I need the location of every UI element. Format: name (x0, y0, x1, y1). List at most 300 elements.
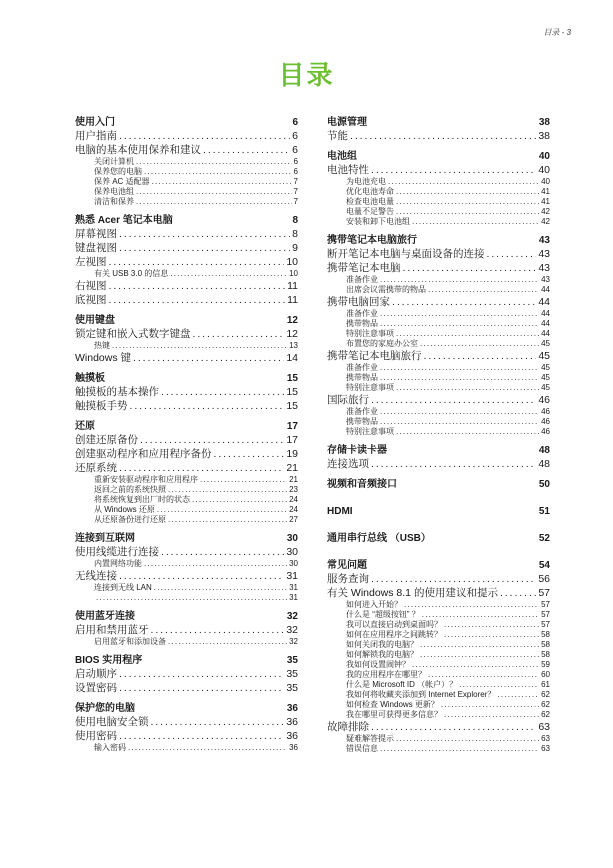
toc-heading[interactable] (75, 372, 298, 385)
toc-subentry[interactable] (327, 734, 550, 744)
toc-heading[interactable] (75, 420, 298, 433)
toc-page-number: 30 (289, 559, 298, 568)
toc-heading[interactable] (75, 610, 298, 623)
toc-subentry[interactable] (75, 515, 298, 525)
toc-entry-title: 准备作业 (346, 407, 378, 416)
toc-page-number: 30 (286, 533, 298, 544)
toc-entry[interactable] (75, 143, 298, 157)
dot-leader (200, 475, 287, 485)
toc-heading[interactable] (75, 702, 298, 715)
toc-page-number: 57 (541, 600, 550, 609)
dot-leader (109, 293, 286, 307)
toc-entry-title: 布置您的家庭办公室 (346, 339, 418, 348)
dot-leader (424, 349, 537, 363)
toc-page-number: 17 (286, 421, 298, 432)
toc-entry[interactable] (75, 399, 298, 413)
toc-entry[interactable] (75, 545, 298, 559)
toc-heading[interactable] (75, 314, 298, 327)
toc-page-number: 48 (538, 458, 550, 470)
toc-subentry[interactable] (75, 559, 298, 569)
toc-entry-title: 创建还原备份 (75, 434, 138, 446)
toc-page-number: 6 (292, 144, 298, 156)
dot-leader (459, 680, 539, 690)
toc-subentry[interactable] (75, 197, 298, 207)
toc-subentry[interactable] (75, 269, 298, 279)
toc-subentry[interactable] (327, 744, 550, 754)
toc-subentry[interactable] (75, 593, 298, 603)
toc-entry-title: 使用密码 (75, 730, 117, 742)
toc-section (75, 420, 298, 525)
dot-leader (161, 385, 284, 399)
toc-entry-title: 什么是 “超级按钮” ？ (346, 610, 420, 619)
toc-heading[interactable] (75, 116, 298, 129)
toc-page-number: 48 (538, 445, 550, 456)
toc-page-number: 24 (289, 505, 298, 514)
toc-page-number: 40 (538, 164, 550, 176)
toc-subentry[interactable] (327, 407, 550, 417)
toc-subentry[interactable] (75, 505, 298, 515)
toc-entry-title: 如何在应用程序之间跳转？ (346, 630, 442, 639)
toc-page-number: 15 (286, 373, 298, 384)
toc-page-number: 30 (286, 546, 298, 558)
toc-entry-title: 设置密码 (75, 682, 117, 694)
toc-entry[interactable] (327, 572, 550, 586)
toc-page-number: 62 (541, 690, 550, 699)
toc-subentry[interactable] (327, 187, 550, 197)
toc-entry-title: 输入密码 (94, 743, 126, 752)
dot-leader (350, 129, 536, 143)
toc-page-number: 27 (289, 515, 298, 524)
dot-leader (371, 393, 536, 407)
toc-subentry[interactable] (75, 157, 298, 167)
toc-entry-title: 故障排除 (327, 721, 369, 733)
toc-entry[interactable] (75, 681, 298, 695)
toc-page-number: 62 (541, 700, 550, 709)
dot-leader (396, 197, 539, 207)
toc-page-number: 7 (293, 187, 298, 196)
toc-heading[interactable] (327, 505, 550, 518)
dot-leader (380, 744, 539, 754)
toc-page-number: 15 (286, 386, 298, 398)
toc-entry[interactable] (75, 461, 298, 475)
dot-leader (371, 457, 536, 471)
toc-page-number: 54 (538, 560, 550, 571)
toc-page-number: 62 (541, 710, 550, 719)
toc-page-number: 63 (541, 734, 550, 743)
toc-page-number: 42 (541, 207, 550, 216)
dot-leader (441, 700, 539, 710)
toc-entry[interactable] (75, 447, 298, 461)
toc-page-number: 58 (541, 650, 550, 659)
toc-subentry[interactable] (327, 610, 550, 620)
toc-section (327, 116, 550, 143)
toc-entry-title: 重新安装驱动程序和应用程序 (94, 475, 198, 484)
toc-page-number: 58 (541, 630, 550, 639)
toc-page-number: 8 (292, 228, 298, 240)
toc-entry[interactable] (75, 129, 298, 143)
toc-page-number: 43 (538, 248, 550, 260)
toc-entry-title: 电池特性 (327, 164, 369, 176)
dot-leader (151, 623, 285, 637)
toc-entry-title: 特别注意事项 (346, 427, 394, 436)
toc-page-number: 52 (538, 533, 550, 544)
dot-leader (119, 227, 290, 241)
dot-leader (157, 505, 287, 515)
dot-leader (420, 640, 539, 650)
toc-entry-title: 熟悉 Acer 笔记本电脑 (75, 215, 173, 226)
toc-section (75, 702, 298, 753)
toc-page-number: 32 (286, 624, 298, 636)
toc-page-number: 21 (286, 462, 298, 474)
toc-section (75, 532, 298, 603)
toc-heading[interactable] (327, 150, 550, 163)
toc-entry[interactable] (327, 349, 550, 363)
toc-section (75, 610, 298, 647)
toc-subentry[interactable] (327, 275, 550, 285)
page-header: 目录 - 3 (543, 28, 571, 37)
toc-subentry[interactable] (327, 620, 550, 630)
toc-entry[interactable] (327, 129, 550, 143)
toc-page-number: 63 (541, 744, 550, 753)
toc-page-number: 38 (538, 117, 550, 128)
toc-subentry[interactable] (75, 177, 298, 187)
toc-page-number: 31 (289, 593, 298, 602)
toc-page-number: 46 (541, 407, 550, 416)
toc-subentry[interactable] (75, 341, 298, 351)
toc-page-number: 13 (289, 341, 298, 350)
dot-leader (444, 630, 539, 640)
toc-entry-title: 安装和卸下电池组 (346, 217, 410, 226)
toc-page-number: 44 (541, 319, 550, 328)
toc-page-number: 6 (292, 117, 298, 128)
toc-entry-title: 我的应用程序在哪里？ (346, 670, 426, 679)
toc-entry-title: 疑难解答提示 (346, 734, 394, 743)
toc-subentry[interactable] (75, 743, 298, 753)
toc-page-number: 17 (286, 434, 298, 446)
toc-entry-title: 内置网络功能 (94, 559, 142, 568)
dot-leader (371, 720, 536, 734)
toc-page-number: 46 (538, 394, 550, 406)
toc-entry-title: 国际旅行 (327, 394, 369, 406)
toc-subentry[interactable] (327, 177, 550, 187)
toc-entry[interactable] (75, 729, 298, 743)
toc-entry[interactable] (75, 667, 298, 681)
toc-entry[interactable] (327, 586, 550, 600)
toc-entry[interactable] (75, 623, 298, 637)
toc-entry-title: 通用串行总线 （USB） (327, 533, 431, 544)
toc-heading[interactable] (327, 478, 550, 491)
dot-leader (380, 373, 539, 383)
toc-entry-title: 启动顺序 (75, 668, 117, 680)
toc-page-number: 24 (289, 495, 298, 504)
toc-page-number: 7 (293, 197, 298, 206)
toc-entry[interactable] (75, 279, 298, 293)
toc-entry[interactable] (327, 163, 550, 177)
toc-entry-title: 触摸板手势 (75, 400, 128, 412)
toc-entry-title: 保养 AC 适配器 (94, 177, 150, 186)
toc-subentry[interactable] (327, 650, 550, 660)
toc-section (75, 372, 298, 413)
toc-subentry[interactable] (327, 383, 550, 393)
toc-page-number: 35 (286, 655, 298, 666)
toc-subentry[interactable] (327, 197, 550, 207)
toc-page-number: 31 (286, 570, 298, 582)
toc-subentry[interactable] (327, 217, 550, 227)
toc-entry-title: 电脑的基本使用保养和建议 (75, 144, 201, 156)
toc-entry[interactable] (75, 241, 298, 255)
toc-page-number: 44 (541, 309, 550, 318)
toc-subentry[interactable] (327, 339, 550, 349)
toc-section (327, 150, 550, 227)
toc-subentry[interactable] (75, 637, 298, 647)
toc-section (327, 505, 550, 518)
toc-subentry[interactable] (327, 700, 550, 710)
toc-subentry[interactable] (327, 670, 550, 680)
toc-entry-title: 准备作业 (346, 363, 378, 372)
dot-leader (392, 295, 536, 309)
toc-page-number: 41 (541, 197, 550, 206)
toc-entry-title: 携带物品 (346, 319, 378, 328)
toc-page-number: 35 (286, 682, 298, 694)
toc-entry-title: 如何关闭我的电脑？ (346, 640, 418, 649)
toc-entry-title: 如何检查 Windows 更新？ (346, 700, 439, 709)
dot-leader (119, 569, 284, 583)
dot-leader (380, 275, 539, 285)
toc-page-number: 44 (541, 285, 550, 294)
toc-entry-title: 电池组 (327, 151, 357, 162)
dot-leader (128, 743, 287, 753)
toc-subentry[interactable] (327, 285, 550, 295)
toc-entry-title: 连接到互联网 (75, 533, 135, 544)
toc-entry[interactable] (75, 715, 298, 729)
toc-entry[interactable] (75, 385, 298, 399)
dot-leader (404, 600, 539, 610)
toc-entry[interactable] (327, 457, 550, 471)
toc-entry-title: 存储卡读卡器 (327, 445, 387, 456)
toc-entry-title: 将系统恢复到出厂时的状态 (94, 495, 190, 504)
toc-page-number: 44 (541, 329, 550, 338)
toc-heading[interactable] (75, 214, 298, 227)
dot-leader (380, 407, 539, 417)
toc-page-number: 45 (538, 350, 550, 362)
toc-entry-title: 无线连接 (75, 570, 117, 582)
toc-page-number: 19 (286, 448, 298, 460)
dot-leader (500, 586, 536, 600)
toc-page-number: 59 (541, 660, 550, 669)
toc-page-number: 44 (538, 296, 550, 308)
toc-entry-title: 底视图 (75, 294, 107, 306)
toc-subentry[interactable] (327, 373, 550, 383)
toc-entry-title: 有关 Windows 8.1 的使用建议和提示 (327, 587, 498, 599)
toc-entry-title: 屏幕视图 (75, 228, 117, 240)
toc-heading[interactable] (75, 654, 298, 667)
toc-page-number: 35 (286, 668, 298, 680)
toc-subentry[interactable] (327, 363, 550, 373)
toc-subentry[interactable] (327, 710, 550, 720)
toc-entry-title: 错误信息 (346, 744, 378, 753)
toc-page-number: 36 (286, 716, 298, 728)
toc-subentry[interactable] (75, 187, 298, 197)
dot-leader (152, 177, 292, 187)
dot-leader (371, 572, 536, 586)
toc-page-number: 36 (289, 743, 298, 752)
toc-entry-title: 还原 (75, 421, 95, 432)
toc-entry-title: 使用键盘 (75, 315, 115, 326)
toc-entry-title: 准备作业 (346, 275, 378, 284)
toc-right-column (327, 116, 550, 761)
toc-entry[interactable] (327, 720, 550, 734)
toc-page-number: 23 (289, 485, 298, 494)
toc-entry-title: 触摸板的基本操作 (75, 386, 159, 398)
dot-leader (396, 427, 539, 437)
toc-entry-title: 为电池充电 (346, 177, 386, 186)
toc-entry[interactable] (75, 327, 298, 341)
toc-heading[interactable] (327, 116, 550, 129)
toc-entry-title: 出席会议需携带的物品 (346, 285, 426, 294)
toc-entry-title: 携带电脑回家 (327, 296, 390, 308)
dot-leader (109, 279, 286, 293)
toc-left-column (75, 116, 298, 760)
dot-leader (170, 269, 287, 279)
toc-subentry[interactable] (327, 690, 550, 700)
dot-leader (119, 129, 290, 143)
toc-subentry[interactable] (75, 475, 298, 485)
toc-entry-title: 键盘视图 (75, 242, 117, 254)
dot-leader (412, 660, 539, 670)
toc-page-number: 15 (286, 400, 298, 412)
toc-subentry[interactable] (327, 680, 550, 690)
dot-leader (168, 637, 287, 647)
toc-entry-title: 携带笔记本电脑 (327, 262, 401, 274)
toc-entry[interactable] (327, 295, 550, 309)
toc-entry-title: 锁定键和嵌入式数字键盘 (75, 328, 191, 340)
dot-leader (422, 610, 539, 620)
toc-subentry[interactable] (327, 417, 550, 427)
toc-subentry[interactable] (327, 319, 550, 329)
toc-page-number: 10 (286, 256, 298, 268)
toc-heading[interactable] (327, 444, 550, 457)
toc-page-number: 9 (292, 242, 298, 254)
dot-leader (444, 620, 539, 630)
toc-page-number: 8 (292, 215, 298, 226)
toc-subentry[interactable] (327, 600, 550, 610)
toc-page-number: 21 (289, 475, 298, 484)
toc-subentry[interactable] (327, 660, 550, 670)
toc-entry-title: 携带笔记本电脑旅行 (327, 235, 417, 246)
toc-subentry[interactable] (327, 207, 550, 217)
dot-leader (412, 217, 539, 227)
toc-entry-title: 用户指南 (75, 130, 117, 142)
toc-entry-title: 从还原备份进行还原 (94, 515, 166, 524)
toc-page-number: 45 (541, 373, 550, 382)
toc-entry-title: 右视图 (75, 280, 107, 292)
toc-page-number: 45 (541, 339, 550, 348)
toc-subentry[interactable] (327, 309, 550, 319)
dot-leader (396, 207, 539, 217)
dot-leader (420, 339, 539, 349)
toc-page-number: 31 (289, 583, 298, 592)
toc-entry[interactable] (75, 351, 298, 365)
toc-entry[interactable] (75, 255, 298, 269)
dot-leader (497, 690, 539, 700)
toc-entry-title: 使用线缆进行连接 (75, 546, 159, 558)
toc-entry[interactable] (75, 569, 298, 583)
toc-page-number: 6 (292, 130, 298, 142)
toc-entry[interactable] (327, 261, 550, 275)
toc-page-number: 51 (538, 506, 550, 517)
toc-subentry[interactable] (75, 485, 298, 495)
toc-entry-title: 创建驱动程序和应用程序备份 (75, 448, 212, 460)
toc-entry-title: Windows 键 (75, 352, 132, 364)
dot-leader (203, 143, 290, 157)
dot-leader (136, 197, 292, 207)
toc-page-number: 10 (289, 269, 298, 278)
toc-page-number: 6 (293, 167, 298, 176)
dot-leader (119, 667, 284, 681)
toc-entry-title: 携带物品 (346, 373, 378, 382)
toc-page-number: 40 (541, 177, 550, 186)
toc-entry[interactable] (327, 247, 550, 261)
toc-page-number: 36 (286, 703, 298, 714)
dot-leader (136, 157, 292, 167)
toc-section (327, 234, 550, 437)
dot-leader (403, 261, 537, 275)
toc-entry[interactable] (75, 227, 298, 241)
toc-subentry[interactable] (75, 583, 298, 593)
toc-page-number: 50 (538, 479, 550, 490)
toc-heading[interactable] (327, 234, 550, 247)
toc-entry-title: 携带笔记本电脑旅行 (327, 350, 422, 362)
toc-page-number: 56 (538, 573, 550, 585)
toc-page-number: 32 (286, 611, 298, 622)
toc-entry-title: 什么是 Microsoft ID （帐户）？ (346, 680, 458, 689)
toc-heading[interactable] (327, 559, 550, 572)
toc-section (327, 478, 550, 491)
toc-entry-title: 节能 (327, 130, 348, 142)
toc-entry-title: 还原系统 (75, 462, 117, 474)
toc-entry[interactable] (75, 433, 298, 447)
toc-page-number: 11 (287, 280, 298, 292)
dot-leader (380, 309, 539, 319)
toc-entry-title: 断开笔记本电脑与桌面设备的连接 (327, 248, 485, 260)
toc-section (75, 214, 298, 307)
toc-section (327, 559, 550, 754)
toc-subentry[interactable] (75, 167, 298, 177)
toc-heading[interactable] (327, 532, 550, 545)
toc-subentry[interactable] (327, 630, 550, 640)
toc-section (75, 314, 298, 365)
page-title: 目录 (278, 61, 335, 91)
toc-entry-title: 我如何设置闹钟？ (346, 660, 410, 669)
toc-entry-title: BIOS 实用程序 (75, 655, 143, 666)
toc-entry-title: 左视图 (75, 256, 107, 268)
toc-entry-title: 启用蓝牙和添加设备 (94, 637, 166, 646)
toc-entry[interactable] (327, 393, 550, 407)
toc-page-number: 43 (538, 262, 550, 274)
toc-entry-title: 保养电池组 (94, 187, 134, 196)
dot-leader (420, 650, 539, 660)
toc-subentry[interactable] (75, 495, 298, 505)
toc-entry-title: 准备作业 (346, 309, 378, 318)
toc-entry[interactable] (75, 293, 298, 307)
toc-heading[interactable] (75, 532, 298, 545)
toc-page-number: 14 (286, 352, 298, 364)
dot-leader (192, 495, 287, 505)
toc-subentry[interactable] (327, 640, 550, 650)
toc-subentry[interactable] (327, 329, 550, 339)
toc-subentry[interactable] (327, 427, 550, 437)
toc-section (327, 532, 550, 545)
